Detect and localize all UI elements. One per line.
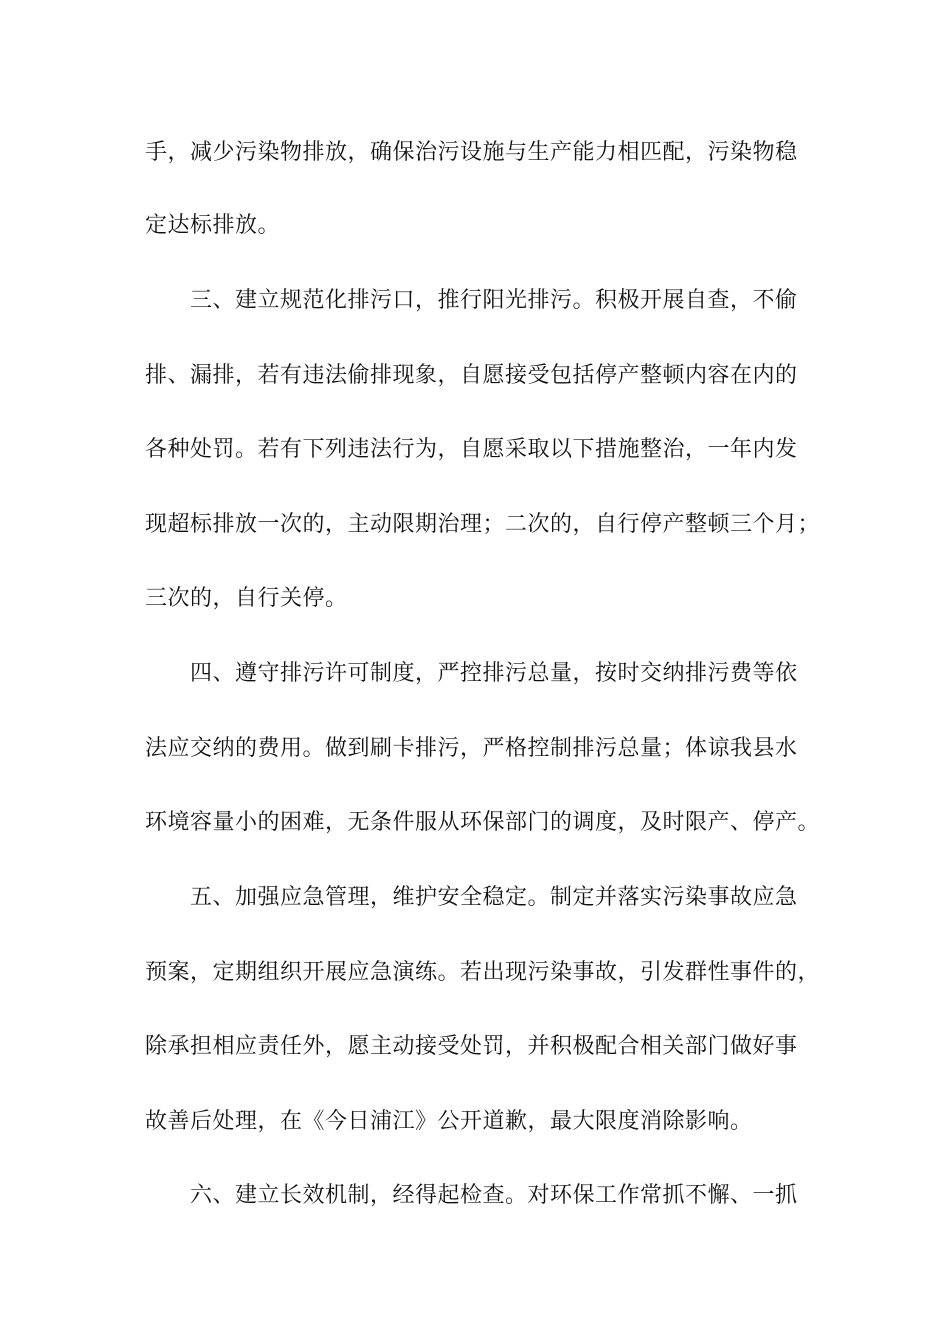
paragraph-start-line: 五、加强应急管理，维护安全稳定。制定并落实污染事故应急 <box>190 885 798 910</box>
text-line: 三次的，自行关停。 <box>145 586 348 611</box>
text-line: 各种处罚。若有下列违法行为，自愿采取以下措施整治，一年内发 <box>145 437 798 462</box>
text-line: 环境容量小的困难，无条件服从环保部门的调度，及时限产、停产。 <box>145 810 821 835</box>
text-line: 故善后处理，在《今日浦江》公开道歉，最大限度消除影响。 <box>145 1109 753 1134</box>
text-line: 现超标排放一次的，主动限期治理；二次的，自行停产整顿三个月； <box>145 512 821 537</box>
text-line: 手，减少污染物排放，确保治污设施与生产能力相匹配，污染物稳 <box>145 140 798 165</box>
text-line: 除承担相应责任外，愿主动接受处罚，并积极配合相关部门做好事 <box>145 1034 798 1059</box>
text-line: 排、漏排，若有违法偷排现象，自愿接受包括停产整顿内容在内的 <box>145 363 798 388</box>
text-line: 预案，定期组织开展应急演练。若出现污染事故，引发群性事件的， <box>145 960 821 985</box>
paragraph-start-line: 六、建立长效机制，经得起检查。对环保工作常抓不懈、一抓 <box>190 1183 798 1208</box>
text-line: 定达标排放。 <box>145 213 281 238</box>
paragraph-start-line: 四、遵守排污许可制度，严控排污总量，按时交纳排污费等依 <box>190 661 798 686</box>
text-line: 法应交纳的费用。做到刷卡排污，严格控制排污总量；体谅我县水 <box>145 736 798 761</box>
paragraph-start-line: 三、建立规范化排污口，推行阳光排污。积极开展自查，不偷 <box>190 288 798 313</box>
